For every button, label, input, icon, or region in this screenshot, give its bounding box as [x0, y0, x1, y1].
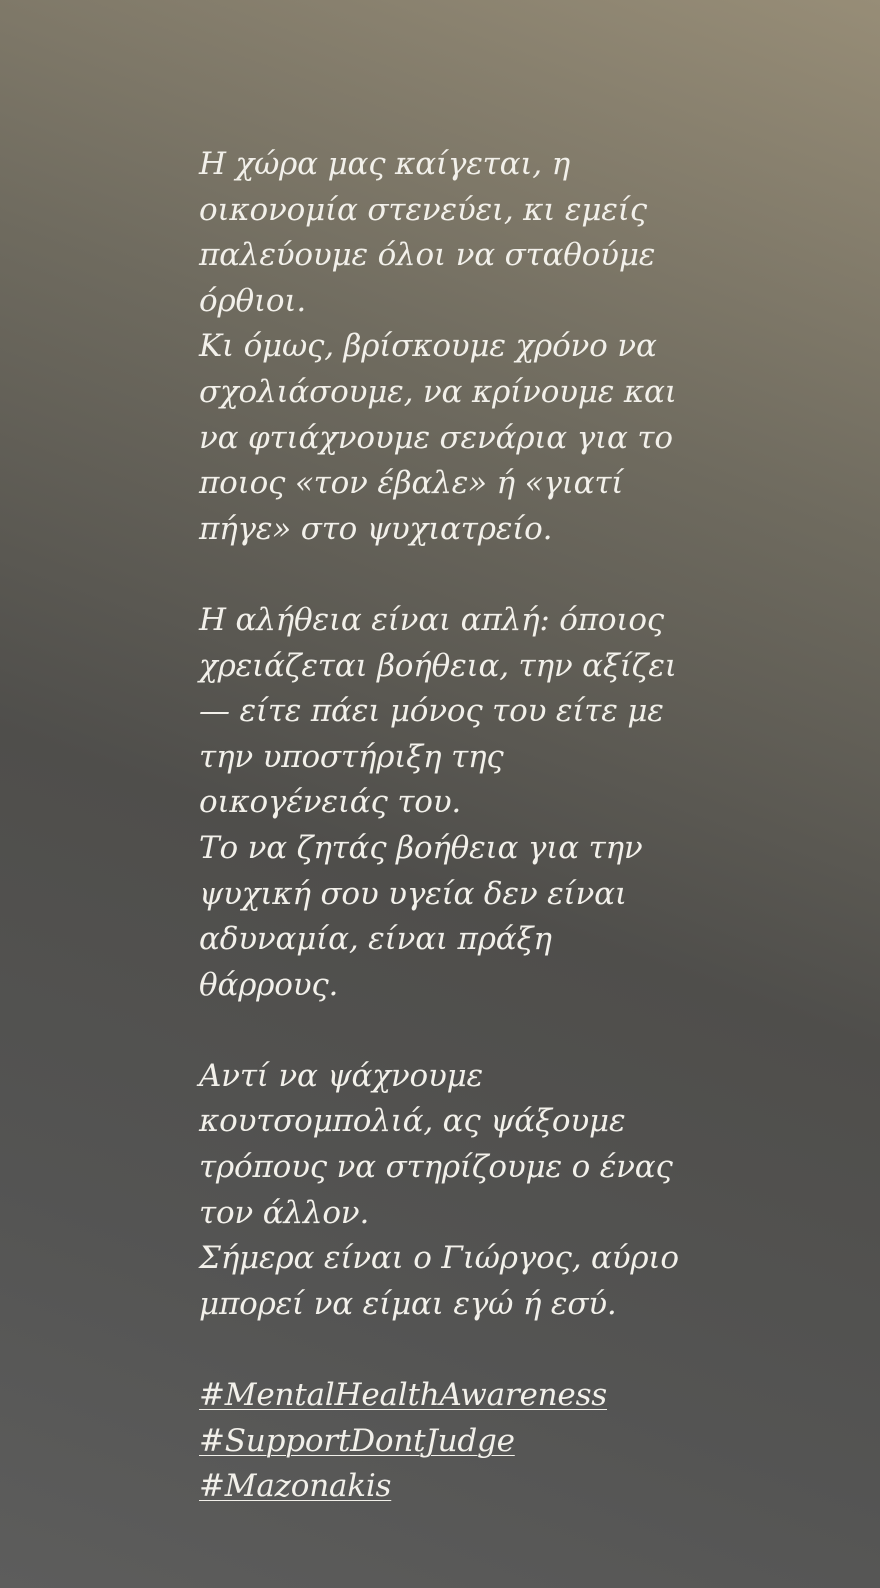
text-line: Αντί να ψάχνουμε [199, 1057, 483, 1094]
text-line: σχολιάσουμε, να κρίνουμε και [199, 373, 677, 410]
paragraph-1 [199, 142, 719, 552]
text-line: να φτιάχνουμε σενάρια για το [199, 419, 673, 456]
hashtag-support-dont-judge[interactable]: #SupportDontJudge [199, 1422, 515, 1459]
paragraph-spacer [199, 552, 719, 598]
text-line: οικονομία στενεύει, κι εμείς [199, 191, 647, 228]
hashtag-mental-health-awareness[interactable]: #MentalHealthAwareness [199, 1377, 607, 1414]
text-line: χρειάζεται βοήθεια, την αξίζει [199, 647, 677, 684]
text-line: οικογένειάς του. [199, 784, 462, 821]
text-line: Η χώρα μας καίγεται, η [199, 146, 570, 182]
text-line: αδυναμία, είναι πράξη [199, 921, 552, 958]
paragraph-spacer [199, 1327, 719, 1373]
text-line: τον άλλον. [199, 1194, 370, 1231]
text-line: πήγε» στο ψυχιατρείο. [199, 510, 553, 547]
text-line: παλεύουμε όλοι να σταθούμε [199, 237, 656, 274]
text-line: — είτε πάει μόνος του είτε με [199, 693, 664, 730]
text-line: Κι όμως, βρίσκουμε χρόνο να [199, 328, 657, 365]
text-line: τρόπους να στηρίζουμε ο ένας [199, 1149, 673, 1186]
text-line: κουτσομπολιά, ας ψάξουμε [199, 1103, 626, 1140]
text-line: ψυχική σου υγεία δεν είναι [199, 875, 627, 912]
text-line: μπορεί να είμαι εγώ ή εσύ. [199, 1285, 617, 1322]
text-line: την υποστήριξη της [199, 738, 504, 775]
story-text-block [199, 142, 719, 1510]
text-line: Το να ζητάς βοήθεια για την [199, 829, 643, 866]
text-line: Σήμερα είναι ο Γιώργος, αύριο [199, 1240, 679, 1277]
text-line: όρθιοι. [199, 282, 306, 319]
paragraph-3 [199, 1054, 719, 1328]
hashtag-mazonakis[interactable]: #Mazonakis [199, 1468, 392, 1505]
text-line: Η αλήθεια είναι απλή: όποιος [199, 601, 664, 638]
text-line: ποιος «τον έβαλε» ή «γιατί [199, 465, 624, 502]
text-line: θάρρους. [199, 966, 339, 1003]
paragraph-2 [199, 598, 719, 1008]
hashtag-list [199, 1373, 719, 1510]
paragraph-spacer [199, 1008, 719, 1054]
